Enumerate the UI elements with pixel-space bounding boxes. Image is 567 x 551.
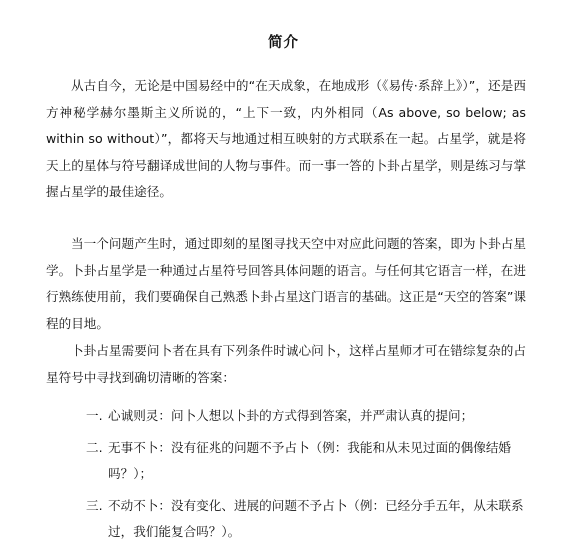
list-item (46, 435, 526, 488)
page-title: 简介 (268, 35, 299, 51)
list-item (46, 493, 526, 546)
list-item (46, 403, 526, 430)
list-item-number: 三. (86, 497, 103, 513)
list-item-number: 二. (86, 439, 103, 455)
paragraph-conditions-lead: 卜卦占星需要问卜者在具有下列条件时诚心问卜，这样占星师才可在错综复杂的占星符号中寻找到确切清晰的答案： (46, 343, 526, 385)
paragraph-intro: 从古自今，无论是中国易经中的“在天成象，在地成形（《易传·系辞上》）”，还是西方神秘学赫尔墨斯主义所说的，“上下一致，内外相同（As above, so below; as within so without）”，都将天与地通过相互映射的方式联系在一起。占星学，就是将天上的星体与符号翻译成世间的人物与事件。而一事一答的卜卦占星学，则是练习与掌握占星学的最佳途径。 (46, 78, 526, 199)
conditions-list (46, 403, 526, 551)
list-item-text: 心诚则灵：问卜人想以卜卦的方式得到答案，并严肃认真的提问； (108, 408, 474, 423)
paragraph-horary-definition: 当一个问题产生时，通过即刻的星图寻找天空中对应此问题的答案，即为卜卦占星学。卜卦占星学是一种通过占星符号回答具体问题的语言。与任何其它语言一样，在进行熟练使用前，我们要确保自己熟悉卜卦占星这门语言的基础。这正是“天空的答案”课程的目地。 (46, 236, 526, 331)
list-item-number: 一. (86, 408, 103, 423)
list-item-text: 无事不卜：没有征兆的问题不予占卜（例：我能和从未见过面的偶像结婚吗？）； (108, 439, 511, 481)
list-item-text: 不动不卜：没有变化、进展的问题不予占卜（例：已经分手五年，从未联系过，我们能复合吗？）。 (108, 497, 524, 539)
